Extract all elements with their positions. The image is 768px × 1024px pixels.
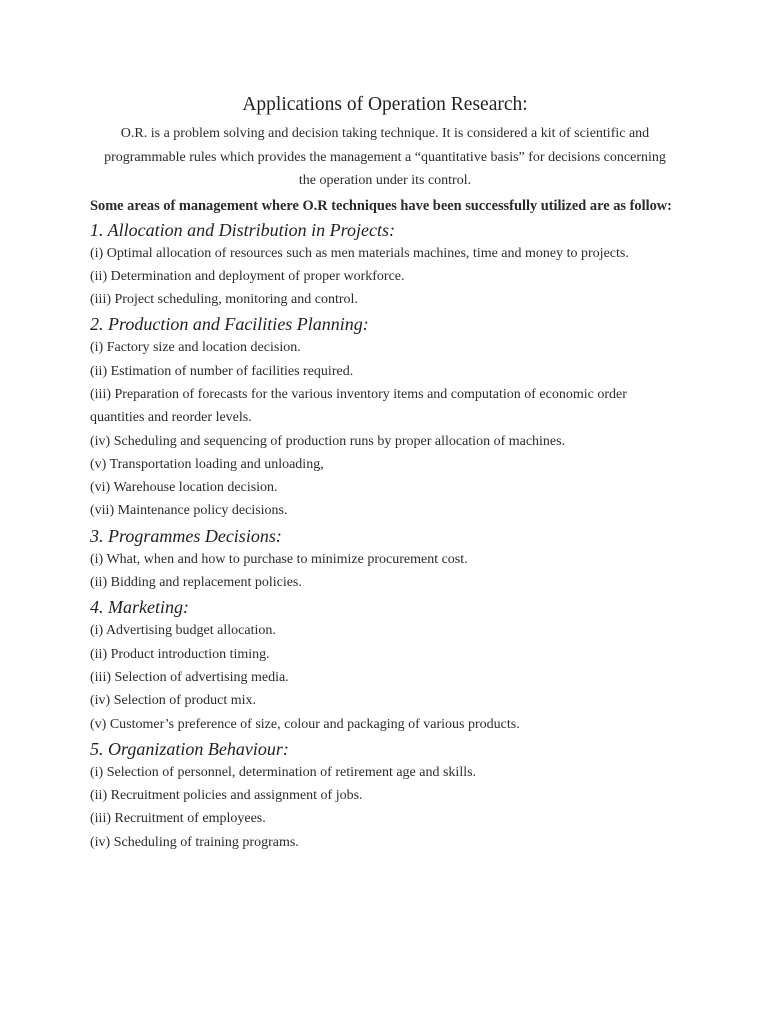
section-item-list	[90, 619, 680, 735]
lead-paragraph: Some areas of management where O.R techniques have been successfully utilized are as follow:	[90, 197, 672, 214]
section-heading: 4. Marketing:	[90, 597, 189, 618]
list-item: (v) Customer’s preference of size, colour and packaging of various products.	[90, 716, 520, 732]
section-heading: 3. Programmes Decisions:	[90, 525, 282, 546]
list-item: (i) What, when and how to purchase to minimize procurement cost.	[90, 551, 468, 567]
list-item: (i) Optimal allocation of resources such as men materials machines, time and money to projects.	[90, 245, 629, 261]
page-title: Applications of Operation Research:	[242, 94, 528, 115]
sections-container	[90, 218, 680, 855]
list-item: (vi) Warehouse location decision.	[90, 480, 278, 496]
list-item: (ii) Bidding and replacement policies.	[90, 575, 302, 591]
section-heading: 2. Production and Facilities Planning:	[90, 314, 369, 335]
section-item-list	[90, 336, 680, 522]
list-item: (i) Selection of personnel, determination of retirement age and skills.	[90, 764, 477, 780]
list-item: (vii) Maintenance policy decisions.	[90, 503, 288, 519]
section-block	[90, 218, 680, 312]
section-block	[90, 737, 680, 854]
list-item: (ii) Product introduction timing.	[90, 646, 270, 662]
list-item: (iii) Preparation of forecasts for the various inventory items and computation of economic order quantities and reorder levels.	[90, 386, 627, 426]
list-item: (iv) Scheduling and sequencing of production runs by proper allocation of machines.	[90, 433, 566, 449]
section-item-list	[90, 242, 680, 312]
list-item: (iv) Selection of product mix.	[90, 693, 257, 709]
intro-paragraph: O.R. is a problem solving and decision taking technique. It is considered a kit of scientific and programmable rules which provides the management a “quantitative basis” for decisions concerning the operation under its control.	[104, 126, 666, 188]
section-item-list	[90, 761, 680, 854]
section-block	[90, 524, 680, 595]
list-item: (iii) Selection of advertising media.	[90, 669, 289, 685]
section-item-list	[90, 548, 680, 595]
document-page	[90, 92, 680, 854]
list-item: (ii) Determination and deployment of proper workforce.	[90, 268, 405, 284]
list-item: (iii) Recruitment of employees.	[90, 811, 266, 827]
section-block	[90, 595, 680, 735]
section-heading: 5. Organization Behaviour:	[90, 738, 289, 759]
list-item: (ii) Recruitment policies and assignment of jobs.	[90, 788, 363, 804]
list-item: (v) Transportation loading and unloading,	[90, 456, 324, 472]
section-block	[90, 312, 680, 522]
list-item: (iii) Project scheduling, monitoring and control.	[90, 292, 358, 308]
list-item: (i) Advertising budget allocation.	[90, 623, 276, 639]
list-item: (iv) Scheduling of training programs.	[90, 834, 299, 850]
section-heading: 1. Allocation and Distribution in Projects:	[90, 219, 395, 240]
list-item: (i) Factory size and location decision.	[90, 340, 301, 356]
list-item: (ii) Estimation of number of facilities required.	[90, 363, 354, 379]
